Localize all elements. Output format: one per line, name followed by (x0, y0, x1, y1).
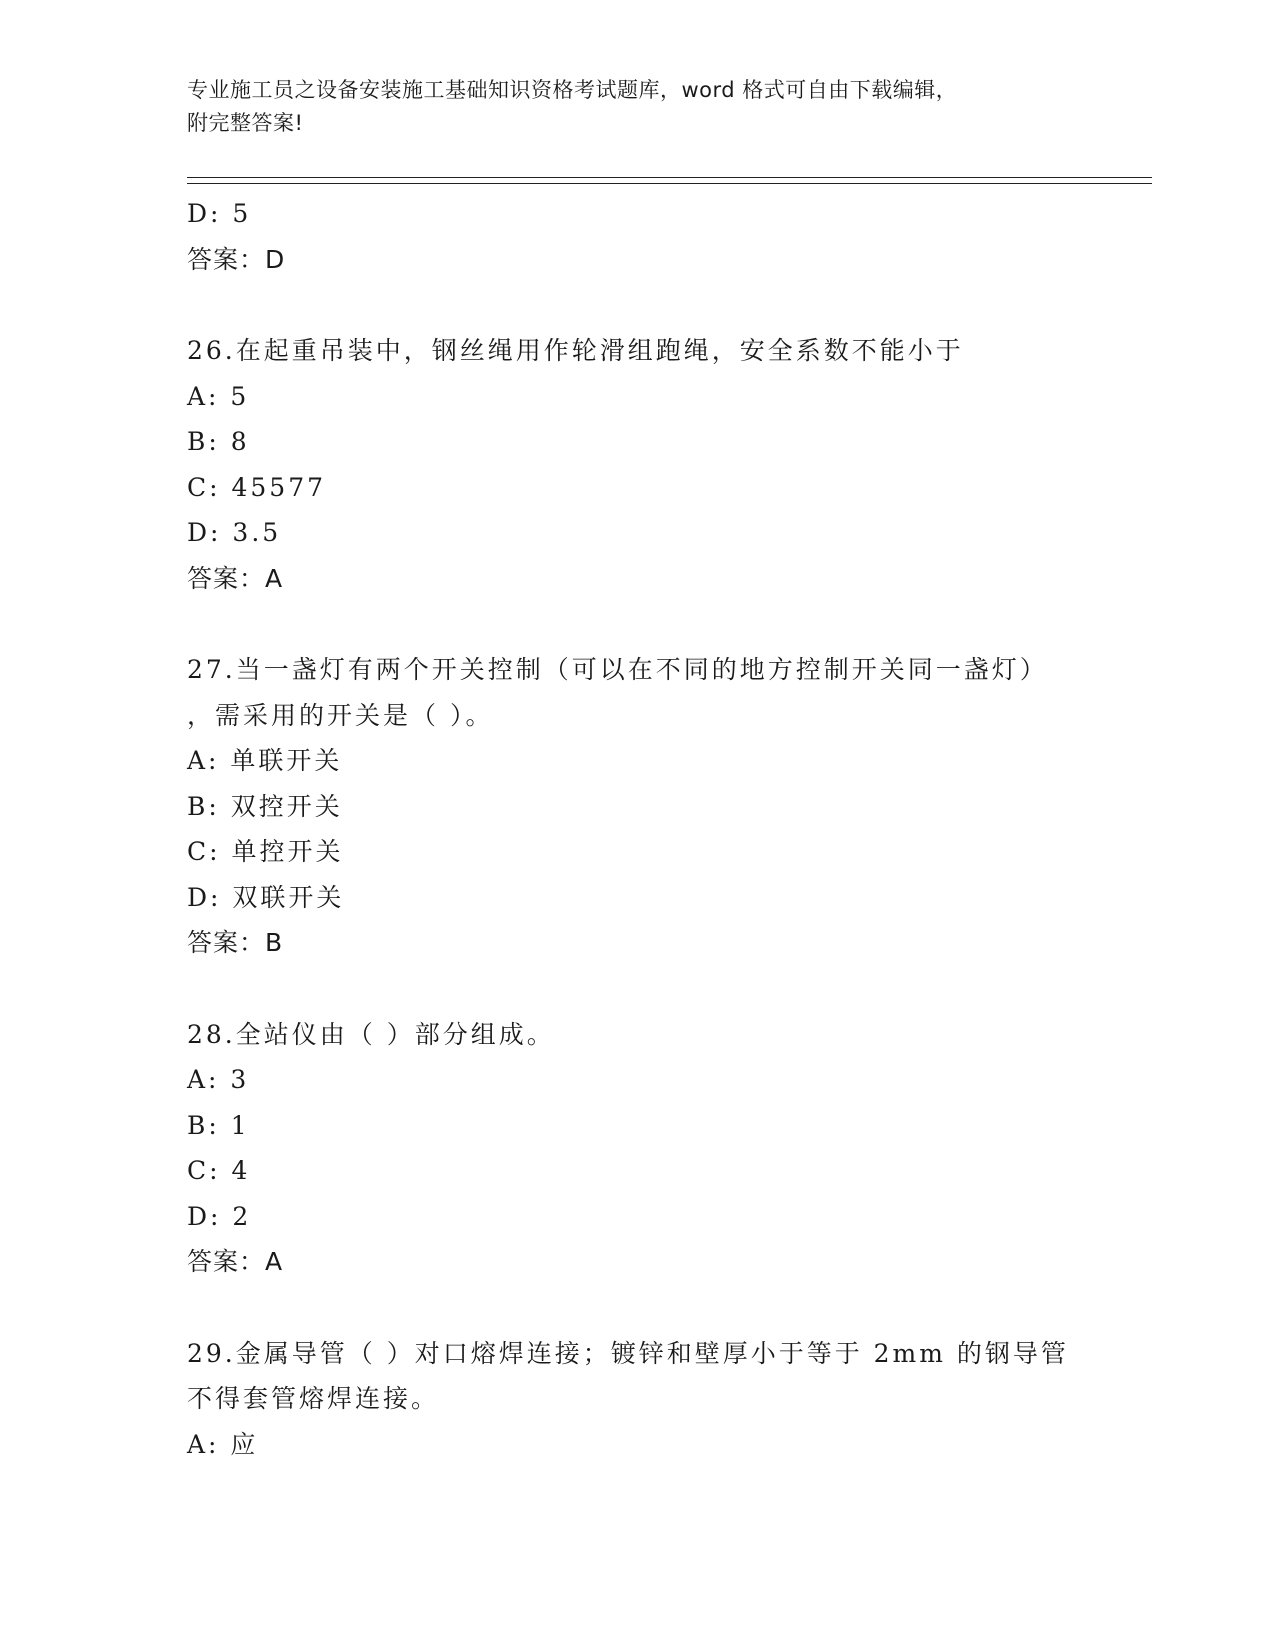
option-c: C: 4 (187, 1156, 251, 1185)
question-29 (187, 1331, 1087, 1468)
header-rule-bottom (187, 183, 1152, 184)
option-d: D: 3.5 (187, 518, 282, 547)
spacer (187, 1285, 1087, 1331)
option-a: A: 3 (187, 1065, 250, 1094)
question-28 (187, 1012, 1087, 1285)
header-title-line-1: 专业施工员之设备安装施工基础知识资格考试题库，word 格式可自由下载编辑， (187, 78, 958, 102)
option-b: B: 双控开关 (187, 791, 343, 821)
question-26 (187, 328, 1087, 601)
option-a: A: 单联开关 (187, 746, 343, 775)
spacer (187, 282, 1087, 328)
answer-line: 答案：A (187, 563, 284, 593)
option-d: D: 5 (187, 199, 252, 228)
question-text-continued: ，需采用的开关是（ ）。 (187, 700, 494, 730)
question-text: 28.全站仪由（ ）部分组成。 (187, 1019, 555, 1049)
spacer (187, 601, 1087, 647)
answer-line: 答案：B (187, 928, 284, 957)
spacer (187, 966, 1087, 1012)
question-list (187, 191, 1087, 1467)
option-a: A: 5 (187, 381, 250, 411)
option-d: D: 双联开关 (187, 882, 345, 912)
answer-line: 答案：A (187, 1247, 284, 1276)
option-b: B: 1 (187, 1110, 250, 1140)
question-text: 27.当一盏灯有两个开关控制（可以在不同的地方控制开关同一盏灯） (187, 655, 1048, 684)
option-c: C: 45577 (187, 472, 327, 502)
document-header (187, 74, 1067, 140)
option-a: A: 应 (187, 1429, 259, 1459)
option-b: B: 8 (187, 427, 250, 456)
option-d: D: 2 (187, 1201, 252, 1231)
question-text-continued: 不得套管熔焊连接。 (187, 1384, 440, 1413)
header-rule-top (187, 177, 1152, 178)
question-text: 26.在起重吊装中，钢丝绳用作轮滑组跑绳，安全系数不能小于 (187, 336, 964, 365)
option-c: C: 单控开关 (187, 837, 344, 866)
question-27 (187, 647, 1087, 966)
answer-line: 答案：D (187, 244, 286, 274)
header-title-line-2: 附完整答案! (187, 111, 304, 135)
question-text: 29.金属导管（ ）对口熔焊连接；镀锌和壁厚小于等于 2mm 的钢导管 (187, 1338, 1069, 1368)
